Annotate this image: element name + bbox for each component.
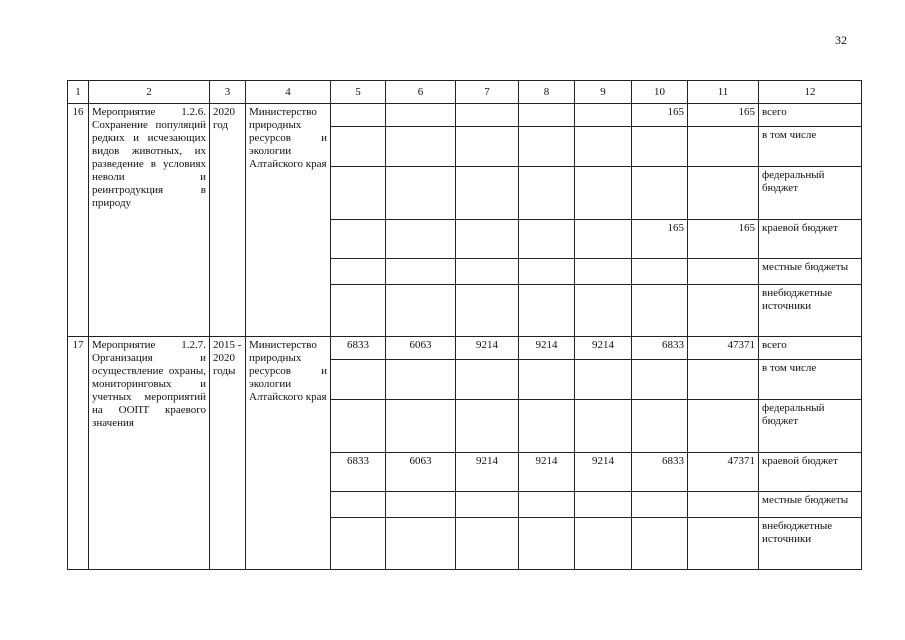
amount-cell: 165 [632, 220, 688, 259]
amount-cell [519, 220, 575, 259]
amount-cell [575, 492, 632, 518]
amount-cell [575, 127, 632, 167]
amount-cell [456, 167, 519, 220]
amount-cell [688, 285, 759, 337]
amount-cell: 6833 [331, 337, 386, 360]
amount-cell [456, 518, 519, 570]
funding-source: в том числе [759, 127, 862, 167]
funding-source: в том числе [759, 360, 862, 400]
header-cell: 10 [632, 81, 688, 104]
amount-cell [519, 104, 575, 127]
amount-cell [456, 400, 519, 453]
funding-source: внебюджетные источники [759, 518, 862, 570]
table-row [68, 104, 862, 127]
header-cell: 2 [89, 81, 210, 104]
activity-period: 2020 год [210, 104, 246, 337]
amount-cell [632, 167, 688, 220]
amount-cell [519, 360, 575, 400]
amount-cell [519, 167, 575, 220]
amount-cell [331, 518, 386, 570]
record-number: 16 [68, 104, 89, 337]
header-cell: 1 [68, 81, 89, 104]
amount-cell [632, 492, 688, 518]
header-cell: 5 [331, 81, 386, 104]
amount-cell [575, 285, 632, 337]
amount-cell [519, 400, 575, 453]
funding-source: внебюджетные источники [759, 285, 862, 337]
amount-cell [386, 104, 456, 127]
amount-cell [386, 518, 456, 570]
amount-cell [456, 360, 519, 400]
amount-cell [331, 360, 386, 400]
amount-cell: 9214 [519, 337, 575, 360]
amount-cell [456, 220, 519, 259]
amount-cell [632, 360, 688, 400]
amount-cell [632, 400, 688, 453]
header-cell: 9 [575, 81, 632, 104]
amount-cell [632, 285, 688, 337]
amount-cell [331, 285, 386, 337]
amount-cell [688, 167, 759, 220]
amount-cell: 9214 [575, 337, 632, 360]
amount-cell [575, 360, 632, 400]
amount-cell [386, 400, 456, 453]
funding-source: краевой бюджет [759, 453, 862, 492]
amount-cell: 6833 [331, 453, 386, 492]
amount-cell: 9214 [456, 337, 519, 360]
amount-cell [688, 259, 759, 285]
amount-cell [632, 518, 688, 570]
header-cell: 3 [210, 81, 246, 104]
amount-cell [331, 220, 386, 259]
amount-cell: 6063 [386, 337, 456, 360]
amount-cell [519, 492, 575, 518]
amount-cell [519, 518, 575, 570]
amount-cell: 165 [688, 104, 759, 127]
amount-cell [456, 492, 519, 518]
amount-cell [575, 518, 632, 570]
header-row [68, 81, 862, 104]
header-cell: 7 [456, 81, 519, 104]
amount-cell: 47371 [688, 337, 759, 360]
header-cell: 4 [246, 81, 331, 104]
amount-cell: 165 [688, 220, 759, 259]
header-cell: 12 [759, 81, 862, 104]
amount-cell [386, 167, 456, 220]
funding-source: местные бюджеты [759, 259, 862, 285]
amount-cell: 9214 [519, 453, 575, 492]
funding-source: всего [759, 337, 862, 360]
amount-cell [386, 220, 456, 259]
executor-name: Министерство природных ресурсов и экологии Алтайского края [246, 104, 331, 337]
amount-cell [575, 220, 632, 259]
amount-cell: 47371 [688, 453, 759, 492]
amount-cell [575, 167, 632, 220]
amount-cell: 6833 [632, 337, 688, 360]
table-row [68, 337, 862, 360]
funding-source: федеральный бюджет [759, 167, 862, 220]
amount-cell [688, 127, 759, 167]
amount-cell [331, 492, 386, 518]
amount-cell [331, 400, 386, 453]
amount-cell [456, 259, 519, 285]
amount-cell [386, 492, 456, 518]
executor-name: Министерство природных ресурсов и экологии Алтайского края [246, 337, 331, 570]
header-cell: 8 [519, 81, 575, 104]
activity-name: Мероприятие 1.2.7. Организация и осуществление охраны, мониторинговых и учетных мероприятий на ООПТ краевого значения [89, 337, 210, 570]
header-cell: 6 [386, 81, 456, 104]
amount-cell [386, 259, 456, 285]
amount-cell [386, 285, 456, 337]
activity-period: 2015 - 2020 годы [210, 337, 246, 570]
amount-cell [519, 127, 575, 167]
header-cell: 11 [688, 81, 759, 104]
amount-cell: 165 [632, 104, 688, 127]
amount-cell [688, 492, 759, 518]
record-number: 17 [68, 337, 89, 570]
amount-cell [688, 360, 759, 400]
amount-cell [575, 259, 632, 285]
amount-cell [575, 400, 632, 453]
amount-cell [688, 518, 759, 570]
activity-name: Мероприятие 1.2.6. Сохранение популяций редких и исчезающих видов животных, их разведение в условиях неволи и реинтродукция в природу [89, 104, 210, 337]
amount-cell [386, 127, 456, 167]
amount-cell [519, 259, 575, 285]
amount-cell [632, 259, 688, 285]
budget-table [67, 80, 862, 570]
amount-cell [632, 127, 688, 167]
amount-cell [456, 285, 519, 337]
amount-cell [456, 104, 519, 127]
amount-cell: 9214 [456, 453, 519, 492]
amount-cell: 6063 [386, 453, 456, 492]
amount-cell [519, 285, 575, 337]
amount-cell: 6833 [632, 453, 688, 492]
amount-cell [456, 127, 519, 167]
amount-cell [331, 259, 386, 285]
funding-source: всего [759, 104, 862, 127]
amount-cell [331, 167, 386, 220]
amount-cell [386, 360, 456, 400]
amount-cell [575, 104, 632, 127]
amount-cell [331, 127, 386, 167]
amount-cell: 9214 [575, 453, 632, 492]
funding-source: краевой бюджет [759, 220, 862, 259]
funding-source: местные бюджеты [759, 492, 862, 518]
funding-source: федеральный бюджет [759, 400, 862, 453]
page-number: 32 [835, 33, 847, 47]
amount-cell [688, 400, 759, 453]
amount-cell [331, 104, 386, 127]
